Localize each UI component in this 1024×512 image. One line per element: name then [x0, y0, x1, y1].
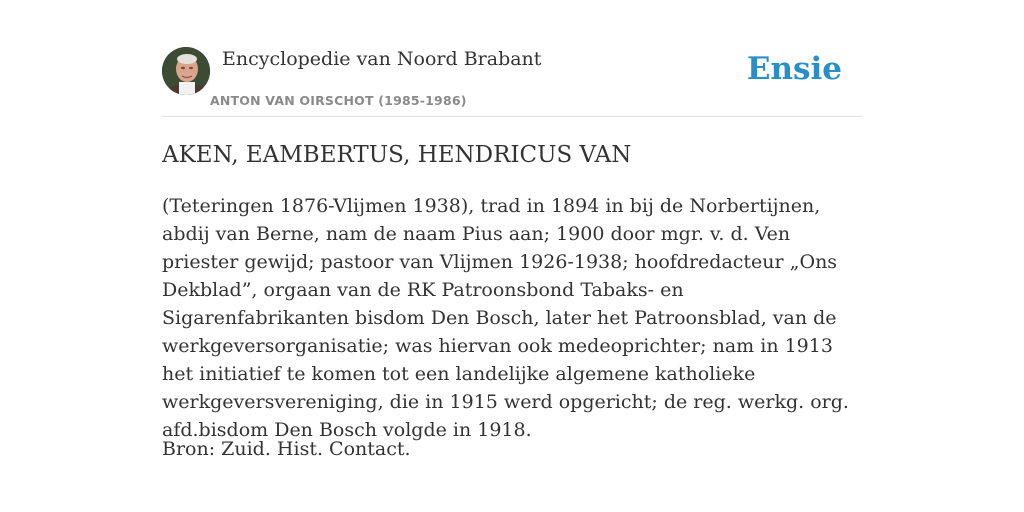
entry-title: AKEN, EAMBERTUS, HENDRICUS VAN	[162, 142, 632, 168]
encyclopedia-title[interactable]: Encyclopedie van Noord Brabant	[222, 48, 542, 70]
entry-source: Bron: Zuid. Hist. Contact.	[162, 438, 411, 460]
ensie-logo[interactable]: Ensie	[746, 51, 842, 87]
entry-body: (Teteringen 1876-Vlijmen 1938), trad in 1894 in bij de Norbertijnen, abdij van Berne, nam de naam Pius aan; 1900 door mgr. v. d. Ven priester gewijd; pastoor van Vlijmen 1926-1938; hoofdredacteur „Ons Dekblad”, orgaan van de RK Patroonsbond Tabaks- en Sigarenfabrikanten bisdom Den Bosch, later het Patroonsblad, van de werkgeversorganisatie; was hiervan ook medeoprichter; nam in 1913 het initiatief te komen tot een landelijke algemene katholieke werkgeversvereniging, die in 1915 werd opgericht; de reg. werkg. org. afd.bisdom Den Bosch volgde in 1918.	[162, 195, 849, 441]
page	[162, 0, 862, 460]
author-avatar[interactable]	[162, 47, 210, 95]
author-name[interactable]: ANTON VAN OIRSCHOT (1985-1986)	[210, 93, 467, 108]
header	[162, 0, 862, 117]
author-portrait-image	[162, 47, 210, 95]
